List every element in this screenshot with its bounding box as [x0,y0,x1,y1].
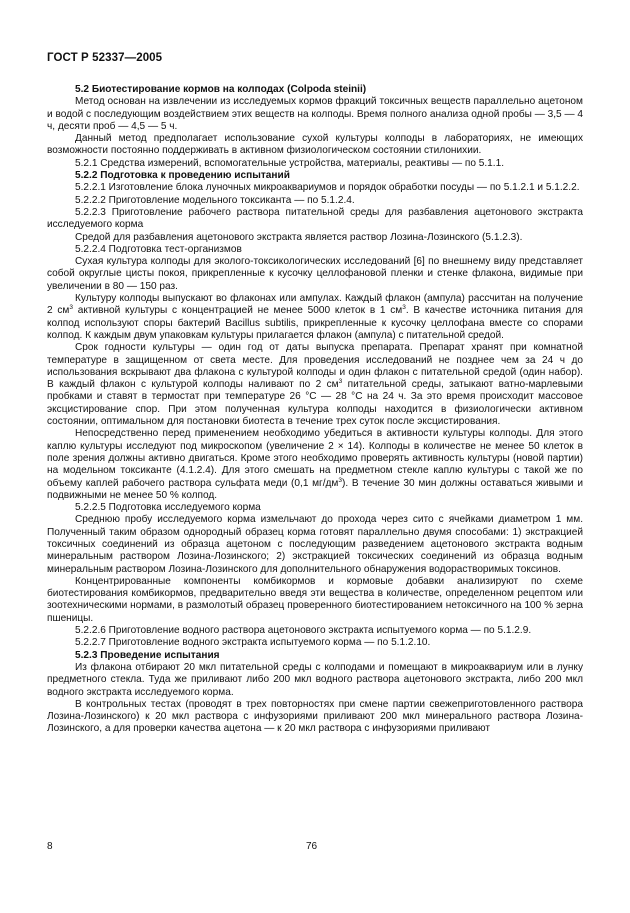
paragraph: Сухая культура колподы для эколого-токсикологических исследований [6] по внешнему виду представляет собой округлые цисты покоя, прикрепленные к кусочку целлофановой пленки и стенке флакона, видимые при увеличении в 80 — 150 раз. [47,256,583,292]
paragraph: 5.2.2.5 Подготовка исследуемого корма [75,502,261,514]
document-page-number: 76 [306,841,318,852]
paragraph: 5.2.2.2 Приготовление модельного токсиканта — по 5.1.2.4. [75,194,355,206]
paragraph: В контрольных тестах (проводят в трех повторностях при смене партии свежеприготовленного раствора Лозина-Лозинского) к 20 мкл раствора с инфузориями приливают 200 мкл минерального раствора Лозина-Лозинского, а для проверки качества ацетона — к 20 мкл раствора с инфузориями приливают [47,698,583,735]
paragraph: Из флакона отбирают 20 мкл питательной среды с колподами и помещают в микроаквариум или в лунку предметного стекла. Туда же приливают либо 200 мкл водного раствора ацетонового экстракта, либо 200 мкл водного экстракта исследуемого корма. [47,661,583,698]
paragraph: 5.2.2.1 Изготовление блока луночных микроаквариумов и порядок обработки посуды — по 5.1.2.1 и 5.1.2.2. [75,182,580,194]
section-heading: 5.2.2 Подготовка к проведению испытаний [75,170,290,182]
paragraph: Срок годности культуры — один год от даты выпуска препарата. Препарат хранят при комнатной температуре в защищенном от света месте. Для проведения исследований не позднее чем за 24 ч до использования вскрывают два флакона с культурой колподы и один флакон с питательной средой (один набор). В каждый флакон с культурой колподы наливают по 2 $см^3$ питательной среды, затыкают ватно-марлевыми пробками и ставят в термостат при температуре 26 °С — 28 °С на 24 ч. За это время происходит массовое эксцистирование спор. При этом полученная культура колподы находится в физиологически активном состоянии, оптимальном для постановки биотеста в течение трех суток после эксцистирования. [47,342,583,428]
document-body [47,84,583,736]
paragraph: Средой для разбавления ацетонового экстракта является раствор Лозина-Лозинского (5.1.2.3). [75,231,523,243]
page-number: 8 [47,841,53,852]
paragraph: 5.2.2.7 Приготовление водного экстракта испытуемого корма — по 5.1.2.10. [75,637,431,649]
document-header: ГОСТ Р 52337—2005 [47,52,163,64]
paragraph: 5.2.2.4 Подготовка тест-организмов [75,243,242,255]
paragraph: Непосредственно перед применением необходимо убедиться в активности культуры колподы. Для этого каплю культуры исследуют под микроскопом (увеличение 2 × 14). Колподы в количестве не менее 50 клеток в поле зрения должны активно двигаться. Кроме этого необходимо проверять активность культуры (новой партии) на модельном токсиканте (4.1.2.4). Для этого смешать на предметном стекле каплю культуры с такой же по объему каплей рабочего раствора сульфата меди (0,1 $мг/дм^3$). В течение 30 мин должны оставаться живыми и подвижными не менее 50 % колпод. [47,428,583,501]
paragraph: Культуру колподы выпускают во флаконах или ампулах. Каждый флакон (ампула) рассчитан на получение 2 $см^3$ активной культуры с концентрацией не менее 5000 клеток в 1 $см^3$. В качестве источника питания для колпод используют споры бактерий Bacillus subtilis, прикрепленные к кусочку целлофана вместе со спорами колпод. К каждым двум упаковкам культуры прилагается флакон (ампула) с питательной средой. [47,293,584,341]
paragraph: 5.2.1 Средства измерений, вспомогательные устройства, материалы, реактивы — по 5.1.1. [75,157,505,169]
section-heading: 5.2 Биотестирование кормов на колподах (Colpoda steinii) [75,84,367,95]
paragraph: Метод основан на извлечении из исследуемых кормов фракций токсичных веществ параллельно ацетоном и водой с последующим воздействием этих веществ на колподы. Время полного анализа одной пробы — 3,5 — 4 ч, десяти проб — 4,5 — 5 ч. [47,96,583,132]
paragraph: Среднюю пробу исследуемого корма измельчают до прохода через сито с ячейками диаметром 1 мм. Полученный таким образом однородный образец корма готовят параллельно двумя способами: 1) экстракцией токсичных соединений из образца ацетоном с последующим разведением ацетонового экстракта водным минеральным раствором Лозина-Лозинского; 2) экстракцией токсических соединений из образца водным минеральным раствором Лозина-Лозинского для дополнительного обнаружения водорастворимых токсинов. [47,514,583,575]
paragraph: Данный метод предполагает использование сухой культуры колподы в лабораториях, не имеющих возможности постоянно поддерживать в активном физиологическом состоянии стилонихии. [47,133,583,157]
paragraph: Концентрированные компоненты комбикормов и кормовые добавки анализируют по схеме биотестирования комбикормов, предварительно введя эти вещества в количестве, определенном рецептом или зоотехническими нормами, в размолотый образец проверенного биотестированием нетоксичного на 100 % зерна пшеницы. [47,575,583,624]
paragraph: 5.2.2.6 Приготовление водного раствора ацетонового экстракта испытуемого корма — по 5.1.2.9. [75,625,532,637]
section-heading: 5.2.3 Проведение испытания [75,649,220,661]
paragraph: 5.2.2.3 Приготовление рабочего раствора питательной среды для разбавления ацетонового экстракта исследуемого корма [47,206,583,231]
